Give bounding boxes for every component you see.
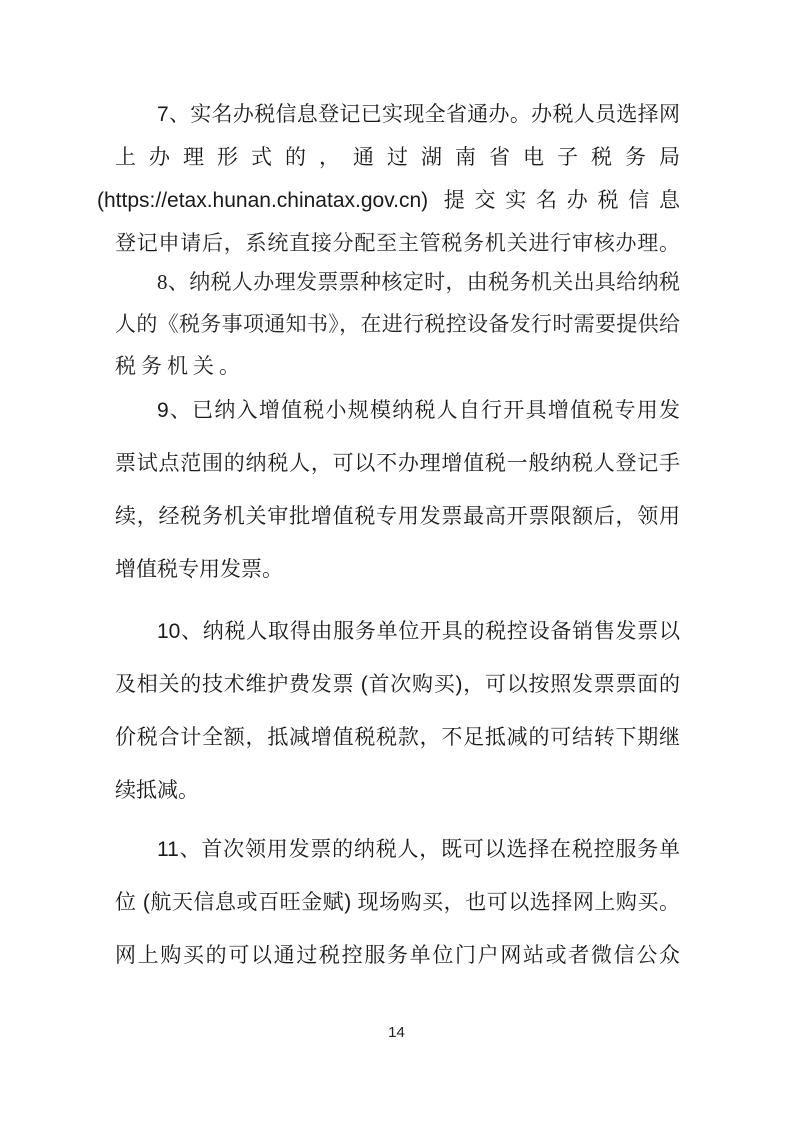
paragraph-8 <box>115 261 680 387</box>
paragraph-7-line-3-url: (https://etax.hunan.chinatax.gov.cn) 提交实名办税信息 <box>97 189 680 212</box>
page-number: 14 <box>388 1024 405 1041</box>
paragraph-11-line-3: 网上购买的可以通过税控服务单位门户网站或者微信公众 <box>115 944 680 967</box>
paragraph-8-line-2: 人的《税务事项通知书》，在进行税控设备发行时需要提供给 <box>115 312 680 336</box>
paragraph-7-line-2: 上办理形式的，通过湖南省电子税务局 <box>115 146 680 169</box>
paragraph-8-line-1: 8、纳税人办理发票票种核定时，由税务机关出具给纳税 <box>157 270 680 294</box>
paragraph-10-line-2: 及相关的技术维护费发票 (首次购买)，可以按照发票票面的 <box>115 673 680 696</box>
paragraph-7-line-4-body: 申请后，系统直接分配至主管税务机关进行审核办理。 <box>158 231 681 255</box>
paragraph-7-line-1: 7、实名办税信息登记已实现全省通办。办税人员选择网 <box>157 103 680 126</box>
paragraph-9-line-3: 续，经税务机关审批增值税专用发票最高开票限额后，领用 <box>115 505 680 528</box>
paragraph-7 <box>97 93 681 265</box>
paragraph-7-line-4-emphasis: 登记 <box>115 232 159 255</box>
paragraph-10-line-4: 续抵减。 <box>115 779 199 802</box>
paragraph-9-line-4: 增值税专用发票。 <box>115 558 283 581</box>
paragraph-8-line-3: 税务机关。 <box>115 354 245 378</box>
paragraph-10-line-1: 10、纳税人取得由服务单位开具的税控设备销售发票以 <box>157 620 680 643</box>
paragraph-10 <box>115 605 680 817</box>
paragraph-7-line-4 <box>115 222 680 265</box>
paragraph-11-line-1: 11、首次领用发票的纳税人，既可以选择在税控服务单 <box>157 838 680 861</box>
paragraph-11-line-2: 位 (航天信息或百旺金赋) 现场购买，也可以选择网上购买。 <box>115 891 680 914</box>
paragraph-9-line-1: 9、已纳入增值税小规模纳税人自行开具增值税专用发 <box>157 399 680 422</box>
paragraph-11 <box>115 823 680 982</box>
paragraph-9-line-2: 票试点范围的纳税人，可以不办理增值税一般纳税人登记手 <box>115 452 680 475</box>
paragraph-9 <box>115 384 680 596</box>
paragraph-10-line-3: 价税合计全额，抵减增值税税款，不足抵减的可结转下期继 <box>115 726 680 749</box>
